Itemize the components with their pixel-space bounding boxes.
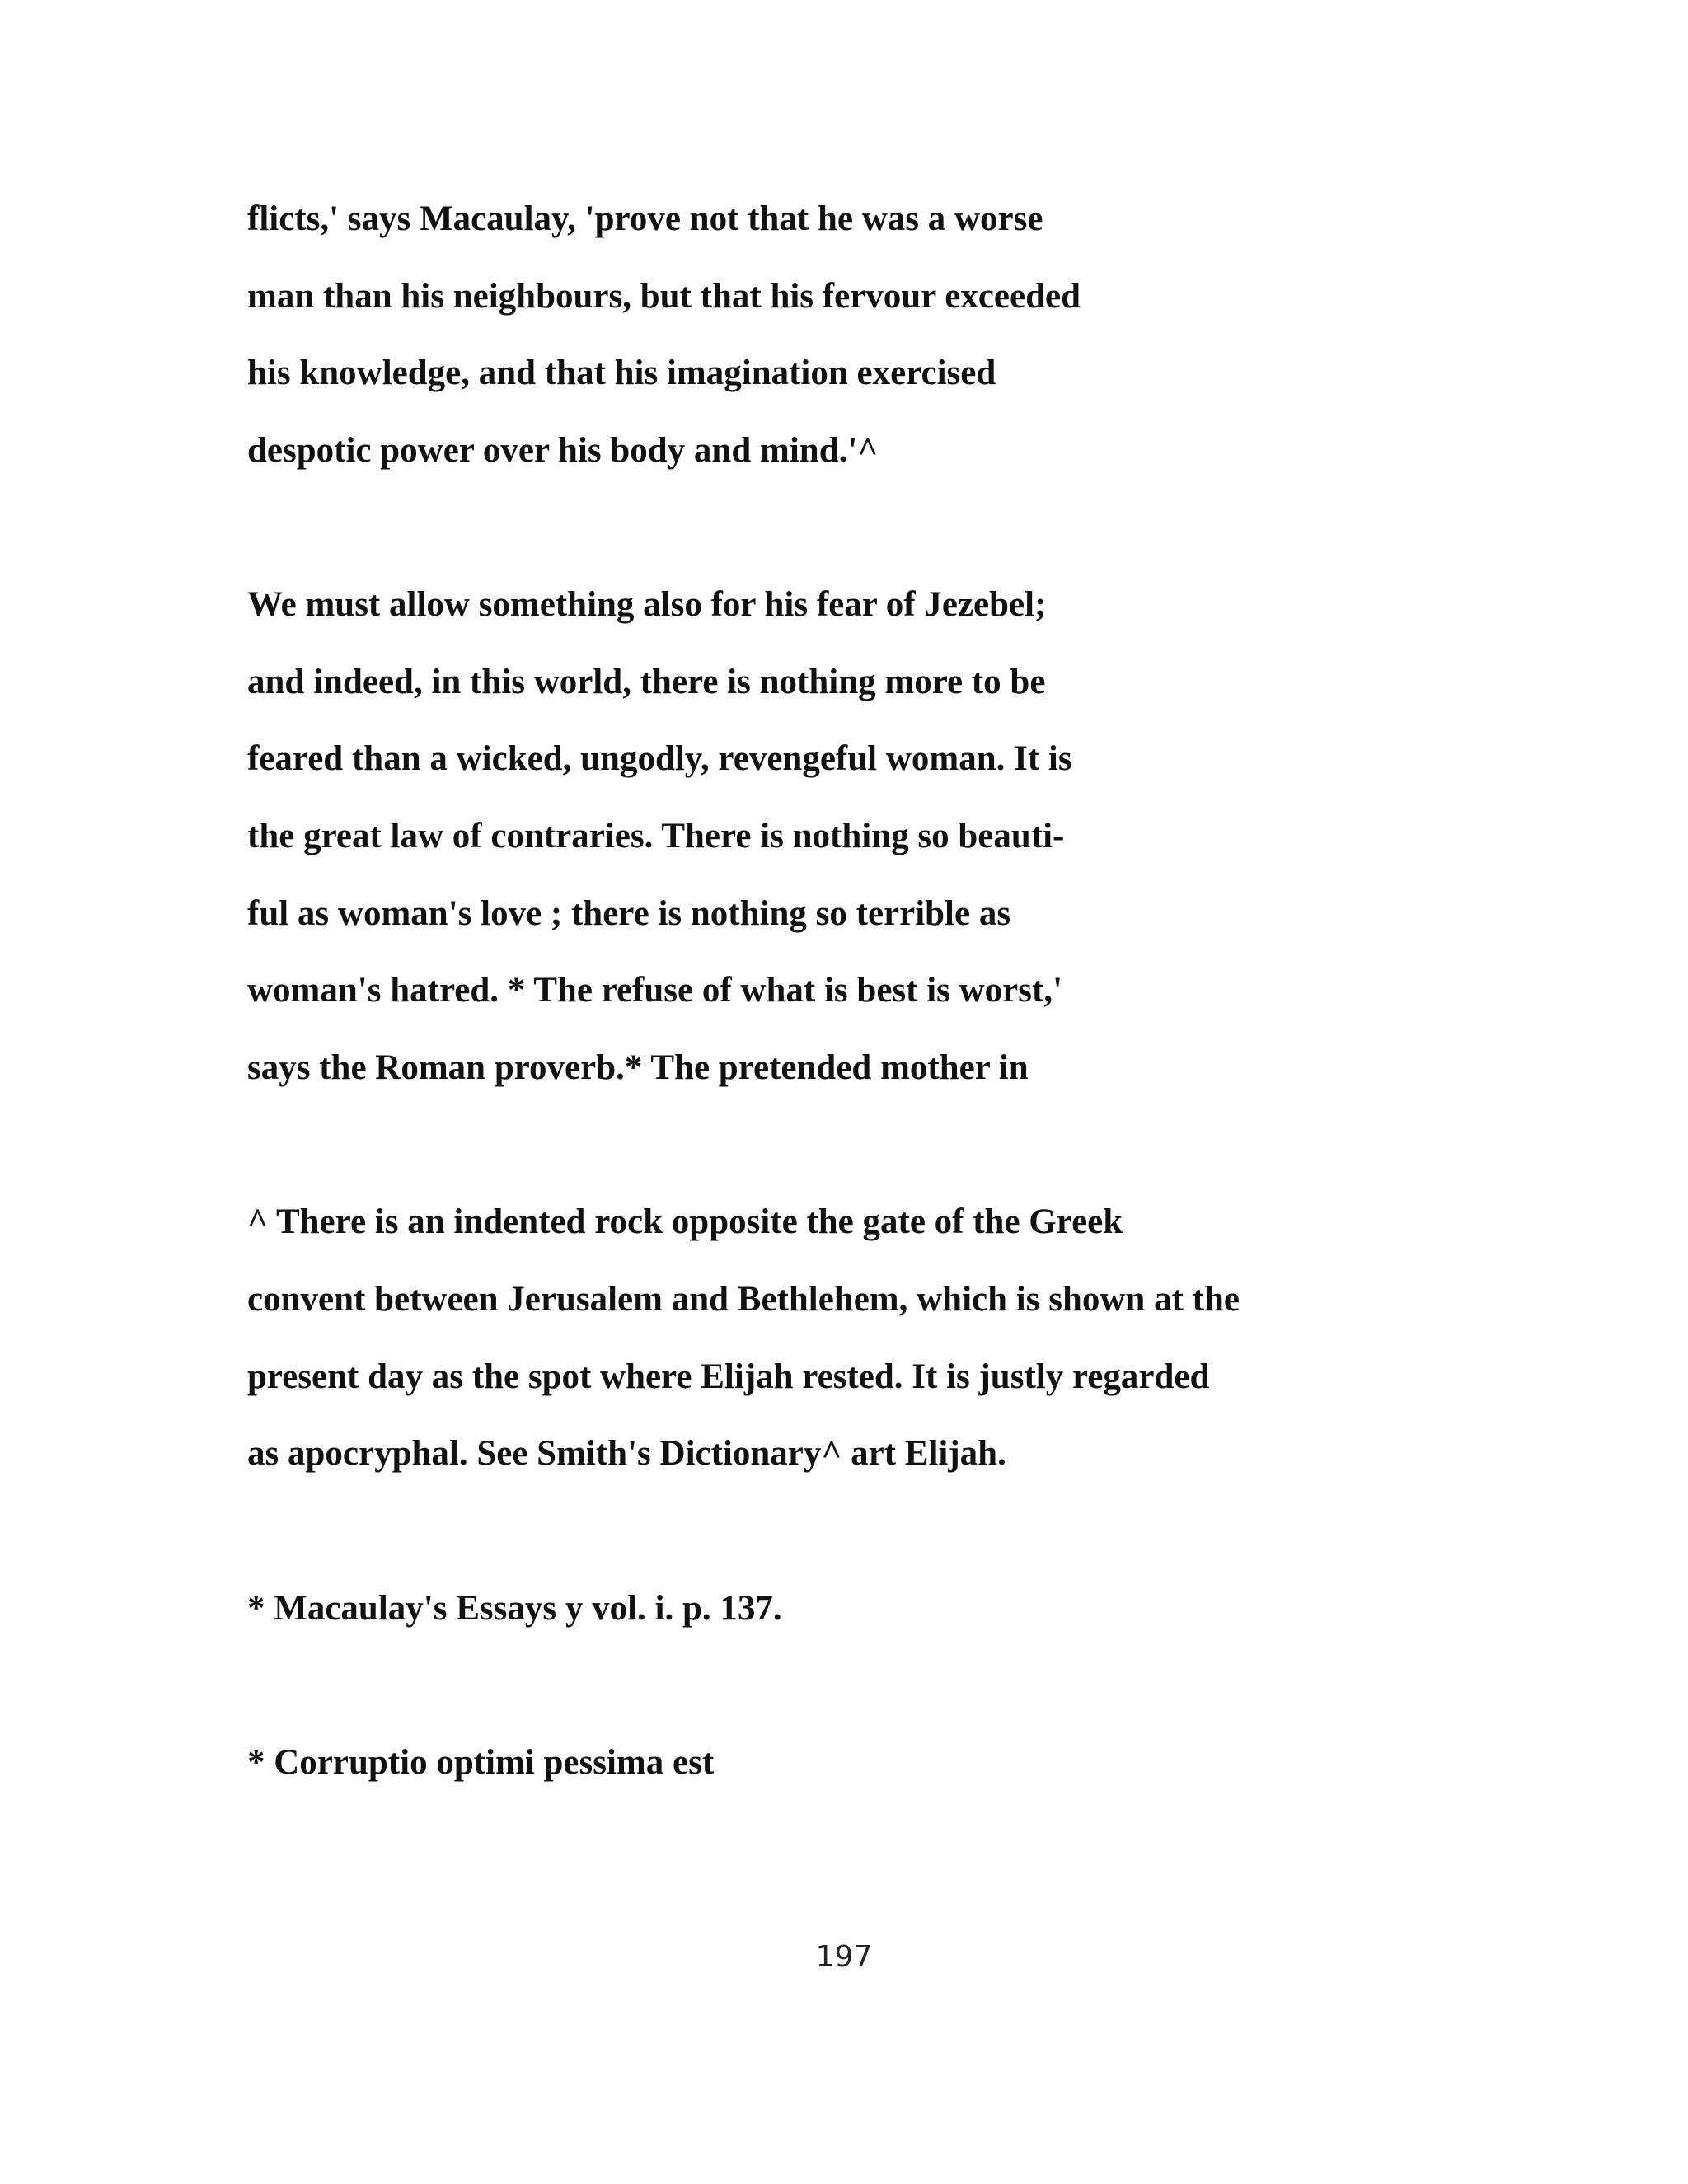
- footnote-line: * Corruptio optimi pessima est: [247, 1743, 715, 1782]
- text-line: the great law of contraries. There is nothing so beauti-: [247, 817, 1065, 855]
- text-line: despotic power over his body and mind.'^: [247, 431, 879, 470]
- footnote-line: present day as the spot where Elijah rested. It is justly regarded: [247, 1357, 1210, 1396]
- footnote-line: ^ There is an indented rock opposite the gate of the Greek: [247, 1202, 1123, 1241]
- text-line: ful as woman's love ; there is nothing so terrible as: [247, 894, 1011, 933]
- footnote-line: convent between Jerusalem and Bethlehem, which is shown at the: [247, 1280, 1240, 1319]
- text-line: says the Roman proverb.* The pretended mother in: [247, 1048, 1029, 1087]
- text-line: flicts,' says Macaulay, 'prove not that he was a worse: [247, 199, 1043, 238]
- footnote-line: * Macaulay's Essays y vol. i. p. 137.: [247, 1589, 782, 1628]
- footnote-line: as apocryphal. See Smith's Dictionary^ art Elijah.: [247, 1434, 1006, 1473]
- page-number: 197: [815, 1940, 873, 1974]
- text-line: feared than a wicked, ungodly, revengeful woman. It is: [247, 739, 1072, 778]
- text-line: and indeed, in this world, there is nothing more to be: [247, 663, 1046, 701]
- text-line: We must allow something also for his fear of Jezebel;: [247, 585, 1047, 624]
- text-line: man than his neighbours, but that his fervour exceeded: [247, 277, 1081, 316]
- text-line: woman's hatred. * The refuse of what is best is worst,': [247, 971, 1063, 1010]
- text-line: his knowledge, and that his imagination exercised: [247, 354, 996, 392]
